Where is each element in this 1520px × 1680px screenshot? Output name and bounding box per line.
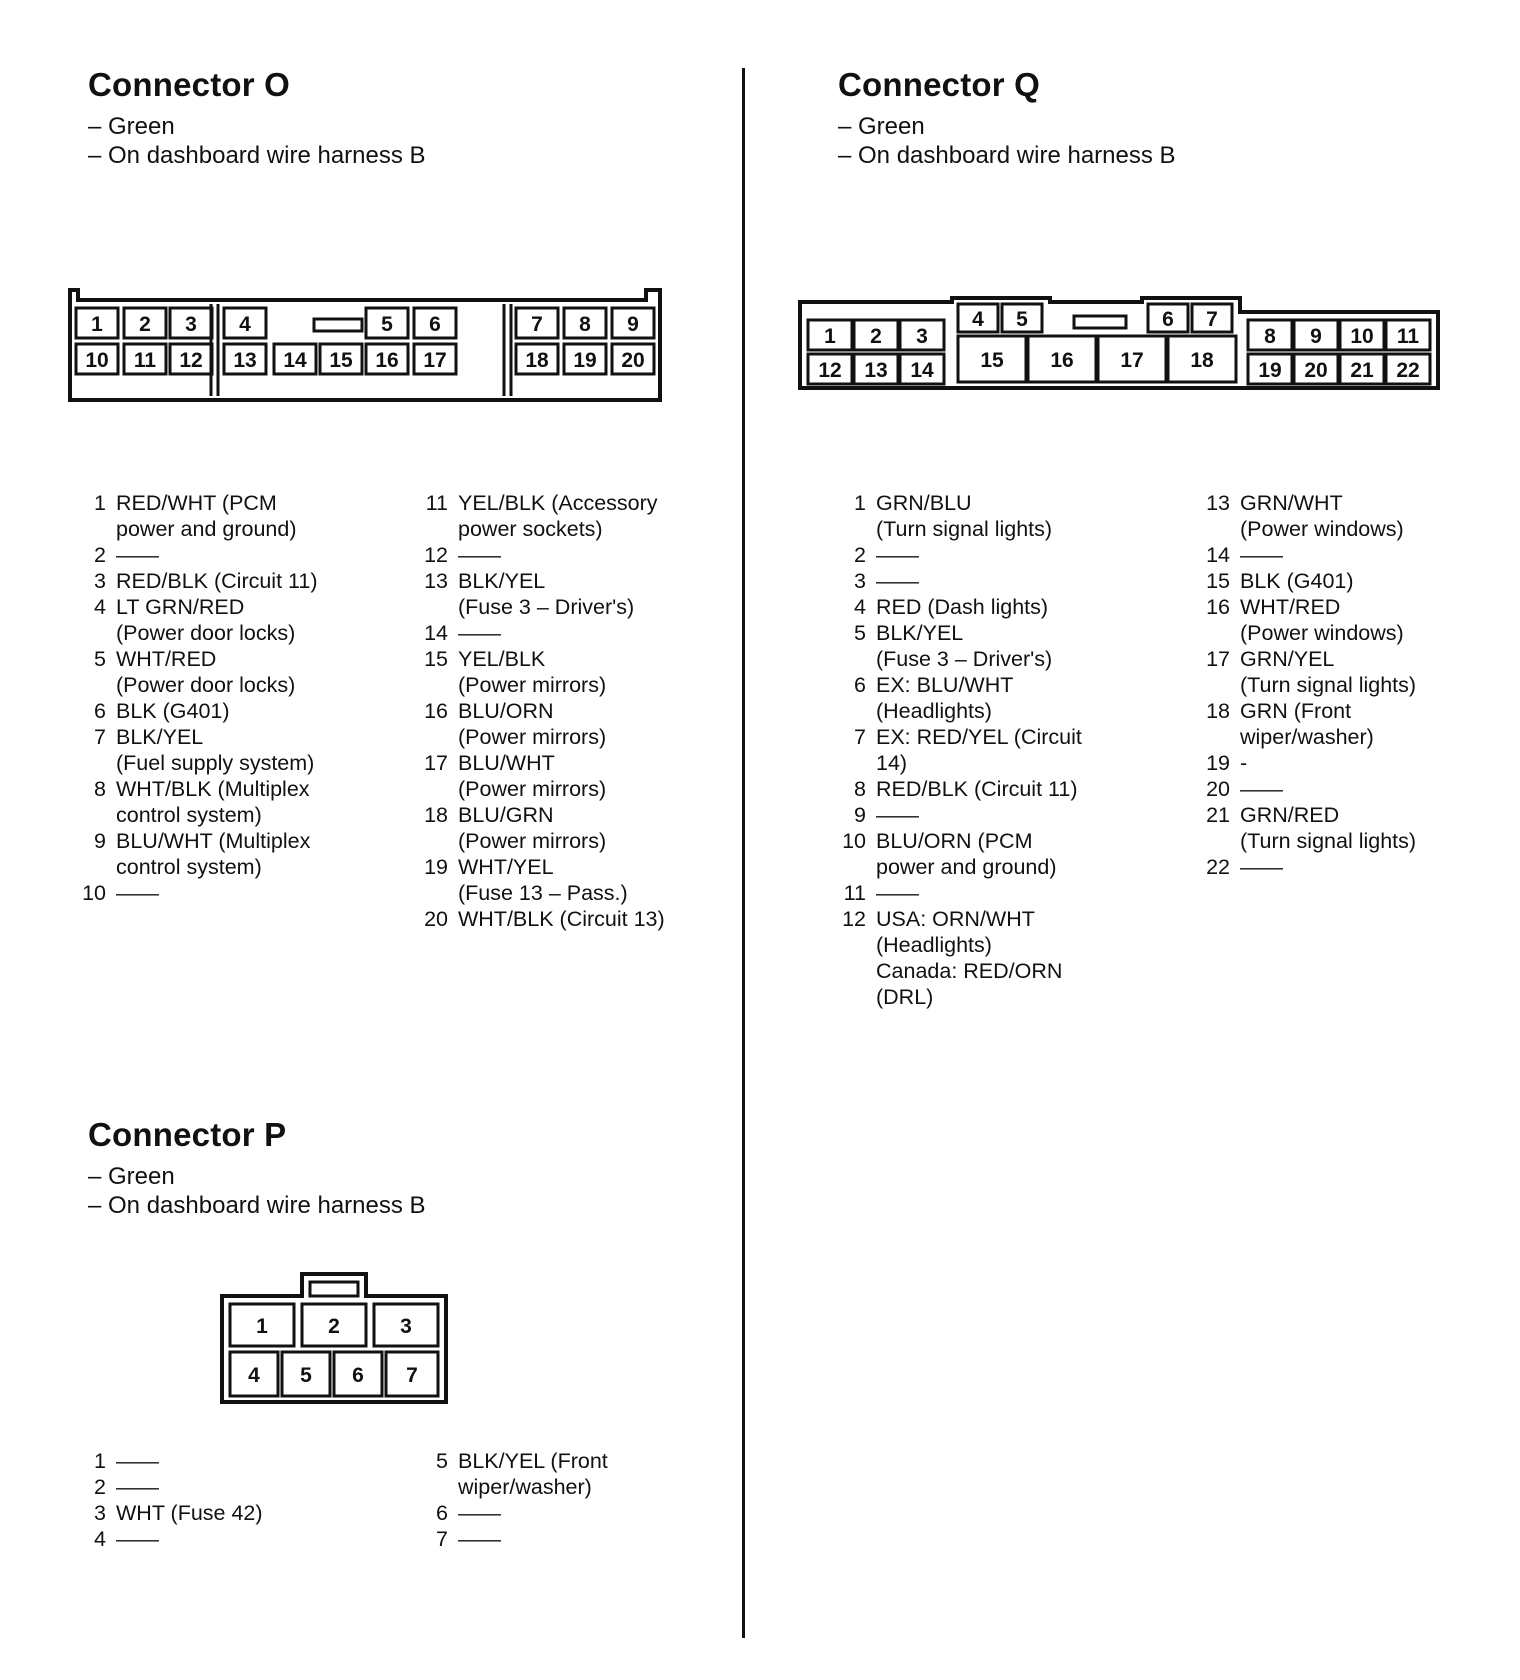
pin-number: 20 <box>1206 777 1230 801</box>
pin-number: 8 <box>854 777 866 801</box>
connector-o-pins-right <box>410 490 730 932</box>
connector-o-pin-16 <box>410 698 730 750</box>
connector-q-cavity-18-label: 18 <box>1190 349 1214 372</box>
connector-p-diagram <box>218 1270 450 1406</box>
pin-description: —— <box>116 543 159 567</box>
connector-o-cavity-1 <box>76 308 118 338</box>
connector-q-cavity-22 <box>1386 354 1430 384</box>
pin-description: BLK (G401) <box>116 699 230 723</box>
pin-number: 5 <box>94 647 106 671</box>
connector-p-pin-6 <box>410 1500 730 1526</box>
connector-q-cavity-5 <box>1002 304 1042 332</box>
connector-o-diagram <box>66 286 666 404</box>
connector-q-pins-left <box>828 490 1158 1010</box>
connector-o-cavity-12-label: 12 <box>179 349 203 372</box>
pin-description: LT GRN/RED (Power door locks) <box>116 595 296 645</box>
pin-description: YEL/BLK (Accessory power sockets) <box>458 491 658 541</box>
connector-q-cavity-17-label: 17 <box>1120 349 1144 372</box>
pin-description: BLU/ORN (PCM power and ground) <box>876 829 1057 879</box>
pin-number: 6 <box>854 673 866 697</box>
connector-p-cavity-1 <box>230 1304 294 1346</box>
pin-number: 15 <box>1206 569 1230 593</box>
connector-q-cavity-6 <box>1148 304 1188 332</box>
connector-o-location: – On dashboard wire harness B <box>88 142 426 169</box>
pin-number: 13 <box>1206 491 1230 515</box>
pin-description: —— <box>116 1527 159 1551</box>
connector-o-pin-17 <box>410 750 730 802</box>
pin-description: USA: ORN/WHT (Headlights) Canada: RED/ORN (DRL) <box>876 907 1063 1009</box>
connector-o-cavity-3-label: 3 <box>185 313 197 336</box>
connector-o-cavity-7 <box>516 308 558 338</box>
connector-o-pin-4 <box>68 594 368 646</box>
pin-description: BLK/YEL (Front wiper/washer) <box>458 1449 608 1499</box>
connector-o-cavity-11 <box>124 344 166 374</box>
pin-description: BLK/YEL (Fuse 3 – Driver's) <box>876 621 1053 671</box>
pin-description: RED/WHT (PCM power and ground) <box>116 491 297 541</box>
connector-q-cavity-20-label: 20 <box>1304 359 1328 382</box>
connector-o-cavity-13 <box>224 344 266 374</box>
connector-q-cavity-10 <box>1340 320 1384 350</box>
pin-description: BLU/ORN (Power mirrors) <box>458 699 607 749</box>
connector-q-pin-20 <box>1192 776 1512 802</box>
pin-number: 12 <box>842 907 866 931</box>
connector-o-pin-3 <box>68 568 368 594</box>
connector-q-cavity-12-label: 12 <box>818 359 842 382</box>
pin-description: —— <box>458 621 501 645</box>
connector-q-cavity-16 <box>1028 336 1096 382</box>
pin-description: GRN/RED (Turn signal lights) <box>1240 803 1417 853</box>
pin-description: —— <box>1240 777 1283 801</box>
connector-q-cavity-12 <box>808 354 852 384</box>
pin-number: 1 <box>94 491 106 515</box>
connector-q-cavity-6-label: 6 <box>1162 308 1174 331</box>
pin-number: 3 <box>854 569 866 593</box>
connector-q-title: Connector Q <box>838 66 1041 103</box>
connector-o-cavity-19 <box>564 344 606 374</box>
connector-q-location: – On dashboard wire harness B <box>838 142 1176 169</box>
connector-o-pin-14 <box>410 620 730 646</box>
connector-o-cavity-20-label: 20 <box>621 349 645 372</box>
pin-number: 4 <box>94 1527 106 1551</box>
connector-o-cavity-10-label: 10 <box>85 349 109 372</box>
pin-description: BLK (G401) <box>1240 569 1354 593</box>
pin-description: WHT/BLK (Circuit 13) <box>458 907 665 931</box>
pin-number: 7 <box>854 725 866 749</box>
pin-number: 15 <box>424 647 448 671</box>
connector-o-cavity-6-label: 6 <box>429 313 441 336</box>
connector-p-color: – Green <box>88 1163 175 1190</box>
pin-number: 10 <box>82 881 106 905</box>
pin-description: —— <box>116 881 159 905</box>
pin-number: 5 <box>436 1449 448 1473</box>
connector-o-cavity-14-label: 14 <box>283 349 307 372</box>
pin-description: BLU/WHT (Multiplex control system) <box>116 829 311 879</box>
connector-q-pin-2 <box>828 542 1158 568</box>
connector-q-pin-21 <box>1192 802 1512 854</box>
pin-number: 14 <box>1206 543 1230 567</box>
pin-number: 1 <box>854 491 866 515</box>
connector-q-cavity-4-label: 4 <box>972 308 984 331</box>
connector-q-cavity-2 <box>854 320 898 350</box>
connector-q-cavity-8 <box>1248 320 1292 350</box>
pin-number: 10 <box>842 829 866 853</box>
pin-number: 8 <box>94 777 106 801</box>
connector-q-pin-9 <box>828 802 1158 828</box>
pin-description: GRN/BLU (Turn signal lights) <box>876 491 1053 541</box>
connector-q-pin-10 <box>828 828 1158 880</box>
connector-o-cavity-6 <box>414 308 456 338</box>
connector-o-pin-19 <box>410 854 730 906</box>
connector-q-cavity-10-label: 10 <box>1350 325 1374 348</box>
connector-o-cavity-7-label: 7 <box>531 313 543 336</box>
connector-p-pin-5 <box>410 1448 730 1500</box>
pin-number: 12 <box>424 543 448 567</box>
connector-q-diagram <box>796 296 1442 392</box>
connector-p-cavity-4-label: 4 <box>248 1364 260 1387</box>
pin-number: 2 <box>94 543 106 567</box>
connector-o-header <box>88 66 426 170</box>
connector-o-cavity-16-label: 16 <box>375 349 399 372</box>
connector-o-cavity-15-label: 15 <box>329 349 353 372</box>
connector-p-location: – On dashboard wire harness B <box>88 1192 426 1219</box>
connector-q-cavity-16-label: 16 <box>1050 349 1074 372</box>
pin-description: —— <box>458 543 501 567</box>
connector-q-cavity-11 <box>1386 320 1430 350</box>
connector-q-cavity-1 <box>808 320 852 350</box>
connector-q-pin-11 <box>828 880 1158 906</box>
connector-q-cavity-9 <box>1294 320 1338 350</box>
pin-number: 9 <box>94 829 106 853</box>
pin-number: 11 <box>425 491 448 515</box>
connector-p-cavity-6 <box>334 1352 382 1396</box>
column-divider <box>742 68 745 1638</box>
connector-q-pin-22 <box>1192 854 1512 880</box>
connector-q-pin-1 <box>828 490 1158 542</box>
connector-q-cavity-13-label: 13 <box>864 359 888 382</box>
connector-o-pins-left <box>68 490 368 906</box>
connector-q-cavity-9-label: 9 <box>1310 325 1322 348</box>
pin-description: —— <box>876 569 919 593</box>
connector-o-cavity-17 <box>414 344 456 374</box>
connector-o-cavity-16 <box>366 344 408 374</box>
connector-q-pin-18 <box>1192 698 1512 750</box>
connector-q-pin-19 <box>1192 750 1512 776</box>
connector-q-pins-right <box>1192 490 1512 880</box>
connector-o-pin-9 <box>68 828 368 880</box>
pin-number: 5 <box>854 621 866 645</box>
pin-description: WHT (Fuse 42) <box>116 1501 263 1525</box>
connector-p-cavity-4 <box>230 1352 278 1396</box>
connector-o-title: Connector O <box>88 66 291 103</box>
connector-q-pin-16 <box>1192 594 1512 646</box>
connector-q-cavity-13 <box>854 354 898 384</box>
pin-description: RED/BLK (Circuit 11) <box>876 777 1078 801</box>
connector-p-pin-4 <box>68 1526 368 1552</box>
pin-number: 16 <box>1206 595 1230 619</box>
connector-q-pin-13 <box>1192 490 1512 542</box>
connector-q-pin-14 <box>1192 542 1512 568</box>
connector-q-cavity-3-label: 3 <box>916 325 928 348</box>
connector-o-cavity-4 <box>224 308 266 338</box>
connector-p-cavity-5-label: 5 <box>300 1364 312 1387</box>
pin-description: WHT/RED (Power door locks) <box>116 647 296 697</box>
pin-description: GRN/YEL (Turn signal lights) <box>1240 647 1417 697</box>
pin-number: 17 <box>424 751 448 775</box>
pin-number: 9 <box>854 803 866 827</box>
pin-description: —— <box>458 1501 501 1525</box>
pin-description: —— <box>116 1449 159 1473</box>
pin-number: 3 <box>94 1501 106 1525</box>
pin-description: GRN/WHT (Power windows) <box>1240 491 1404 541</box>
connector-o-pin-7 <box>68 724 368 776</box>
connector-o-cavity-14 <box>274 344 316 374</box>
pin-description: WHT/YEL (Fuse 13 – Pass.) <box>458 855 628 905</box>
pin-description: BLU/GRN (Power mirrors) <box>458 803 607 853</box>
connector-o-pin-2 <box>68 542 368 568</box>
pin-number: 13 <box>424 569 448 593</box>
connector-o-cavity-13-label: 13 <box>233 349 257 372</box>
connector-o-cavity-4-label: 4 <box>239 313 251 336</box>
connector-q-cavity-2-label: 2 <box>870 325 882 348</box>
pin-number: 11 <box>843 881 866 905</box>
connector-o-cavity-2 <box>124 308 166 338</box>
connector-q-cavity-15 <box>958 336 1026 382</box>
connector-o-cavity-8 <box>564 308 606 338</box>
connector-p-cavity-7 <box>386 1352 438 1396</box>
connector-o-cavity-20 <box>612 344 654 374</box>
connector-q-pin-3 <box>828 568 1158 594</box>
connector-q-cavity-14 <box>900 354 944 384</box>
connector-q-color: – Green <box>838 113 925 140</box>
connector-p-cavity-3-label: 3 <box>400 1315 412 1338</box>
pin-description: - <box>1240 751 1248 775</box>
connector-q-cavity-7 <box>1192 304 1232 332</box>
pin-description: —— <box>1240 543 1283 567</box>
connector-o-cavity-5 <box>366 308 408 338</box>
pin-number: 2 <box>854 543 866 567</box>
connector-o-cavity-10 <box>76 344 118 374</box>
pin-description: —— <box>458 1527 501 1551</box>
connector-q-pin-7 <box>828 724 1158 776</box>
pin-description: EX: BLU/WHT (Headlights) <box>876 673 1014 723</box>
pin-number: 1 <box>94 1449 106 1473</box>
connector-p-cavity-3 <box>374 1304 438 1346</box>
connector-q-cavity-11-label: 11 <box>1396 325 1420 348</box>
pin-description: BLU/WHT (Power mirrors) <box>458 751 607 801</box>
pin-description: WHT/BLK (Multiplex control system) <box>116 777 310 827</box>
connector-p-header <box>88 1116 426 1220</box>
connector-o-pin-13 <box>410 568 730 620</box>
connector-p-pin-2 <box>68 1474 368 1500</box>
connector-o-color: – Green <box>88 113 175 140</box>
connector-q-cavity-20 <box>1294 354 1338 384</box>
pin-number: 22 <box>1206 855 1230 879</box>
connector-o-cavity-18 <box>516 344 558 374</box>
connector-p-cavity-2 <box>302 1304 366 1346</box>
connector-q-cavity-7-label: 7 <box>1206 308 1218 331</box>
connector-p-cavity-7-label: 7 <box>406 1364 418 1387</box>
pin-description: YEL/BLK (Power mirrors) <box>458 647 607 697</box>
pin-number: 18 <box>1206 699 1230 723</box>
connector-q-cavity-4 <box>958 304 998 332</box>
connector-q-cavity-5-label: 5 <box>1016 308 1028 331</box>
connector-o-cavity-2-label: 2 <box>139 313 151 336</box>
connector-p-pin-7 <box>410 1526 730 1552</box>
pin-description: —— <box>116 1475 159 1499</box>
pin-number: 20 <box>424 907 448 931</box>
pin-number: 6 <box>436 1501 448 1525</box>
pin-number: 19 <box>424 855 448 879</box>
connector-o-pin-15 <box>410 646 730 698</box>
pin-number: 3 <box>94 569 106 593</box>
connector-o-pin-8 <box>68 776 368 828</box>
connector-p-pin-1 <box>68 1448 368 1474</box>
connector-o-pin-12 <box>410 542 730 568</box>
connector-q-cavity-21-label: 21 <box>1350 359 1374 382</box>
pin-description: —— <box>876 881 919 905</box>
connector-q-pin-12 <box>828 906 1158 1010</box>
connector-p-cavity-6-label: 6 <box>352 1364 364 1387</box>
connector-q-cavity-8-label: 8 <box>1264 325 1276 348</box>
pin-description: BLK/YEL (Fuel supply system) <box>116 725 315 775</box>
connector-q-cavity-3 <box>900 320 944 350</box>
connector-o-cavity-18-label: 18 <box>525 349 549 372</box>
connector-q-header <box>838 66 1176 170</box>
connector-o-pin-1 <box>68 490 368 542</box>
connector-p-pin-3 <box>68 1500 368 1526</box>
connector-o-cavity-1-label: 1 <box>91 313 103 336</box>
pin-description: WHT/RED (Power windows) <box>1240 595 1404 645</box>
pin-description: —— <box>876 543 919 567</box>
connector-o-cavity-8-label: 8 <box>579 313 591 336</box>
pin-number: 7 <box>94 725 106 749</box>
connector-o-pin-10 <box>68 880 368 906</box>
connector-q-cavity-22-label: 22 <box>1396 359 1420 382</box>
connector-q-pin-6 <box>828 672 1158 724</box>
connector-q-cavity-17 <box>1098 336 1166 382</box>
connector-o-cavity-12 <box>170 344 212 374</box>
connector-o-cavity-3 <box>170 308 212 338</box>
pin-number: 4 <box>854 595 866 619</box>
connector-o-pin-6 <box>68 698 368 724</box>
connector-q-cavity-18 <box>1168 336 1236 382</box>
connector-p-pins-right <box>410 1448 730 1552</box>
pin-number: 21 <box>1206 803 1230 827</box>
connector-o-cavity-15 <box>320 344 362 374</box>
connector-p-title: Connector P <box>88 1116 287 1153</box>
connector-o-cavity-9 <box>612 308 654 338</box>
connector-o-cavity-19-label: 19 <box>573 349 597 372</box>
connector-o-pin-18 <box>410 802 730 854</box>
pin-number: 18 <box>424 803 448 827</box>
pin-number: 17 <box>1206 647 1230 671</box>
connector-q-cavity-21 <box>1340 354 1384 384</box>
connector-p-cavity-1-label: 1 <box>256 1315 268 1338</box>
connector-q-cavity-1-label: 1 <box>824 325 836 348</box>
connector-o-cavity-9-label: 9 <box>627 313 639 336</box>
connector-q-pin-17 <box>1192 646 1512 698</box>
connector-o-cavity-5-label: 5 <box>381 313 393 336</box>
connector-p-pins-left <box>68 1448 368 1552</box>
connector-q-cavity-19 <box>1248 354 1292 384</box>
connector-o-pin-11 <box>410 490 730 542</box>
pin-number: 14 <box>424 621 448 645</box>
connector-q-cavity-14-label: 14 <box>910 359 934 382</box>
pin-description: BLK/YEL (Fuse 3 – Driver's) <box>458 569 635 619</box>
pin-number: 6 <box>94 699 106 723</box>
connector-p-cavity-5 <box>282 1352 330 1396</box>
pin-number: 2 <box>94 1475 106 1499</box>
pin-number: 19 <box>1206 751 1230 775</box>
connector-o-pin-5 <box>68 646 368 698</box>
connector-q-pin-5 <box>828 620 1158 672</box>
pin-number: 4 <box>94 595 106 619</box>
pin-number: 16 <box>424 699 448 723</box>
connector-p-cavity-2-label: 2 <box>328 1315 340 1338</box>
pin-number: 7 <box>436 1527 448 1551</box>
connector-q-pin-4 <box>828 594 1158 620</box>
connector-q-cavity-19-label: 19 <box>1258 359 1282 382</box>
connector-o-cavity-17-label: 17 <box>423 349 447 372</box>
pin-description: —— <box>1240 855 1283 879</box>
pin-description: GRN (Front wiper/washer) <box>1240 699 1374 749</box>
pin-description: RED/BLK (Circuit 11) <box>116 569 318 593</box>
connector-q-cavity-15-label: 15 <box>980 349 1004 372</box>
connector-o-pin-20 <box>410 906 730 932</box>
pin-description: EX: RED/YEL (Circuit 14) <box>876 725 1082 775</box>
connector-q-pin-15 <box>1192 568 1512 594</box>
pin-description: —— <box>876 803 919 827</box>
connector-q-pin-8 <box>828 776 1158 802</box>
connector-o-cavity-11-label: 11 <box>133 349 157 372</box>
pin-description: RED (Dash lights) <box>876 595 1049 619</box>
